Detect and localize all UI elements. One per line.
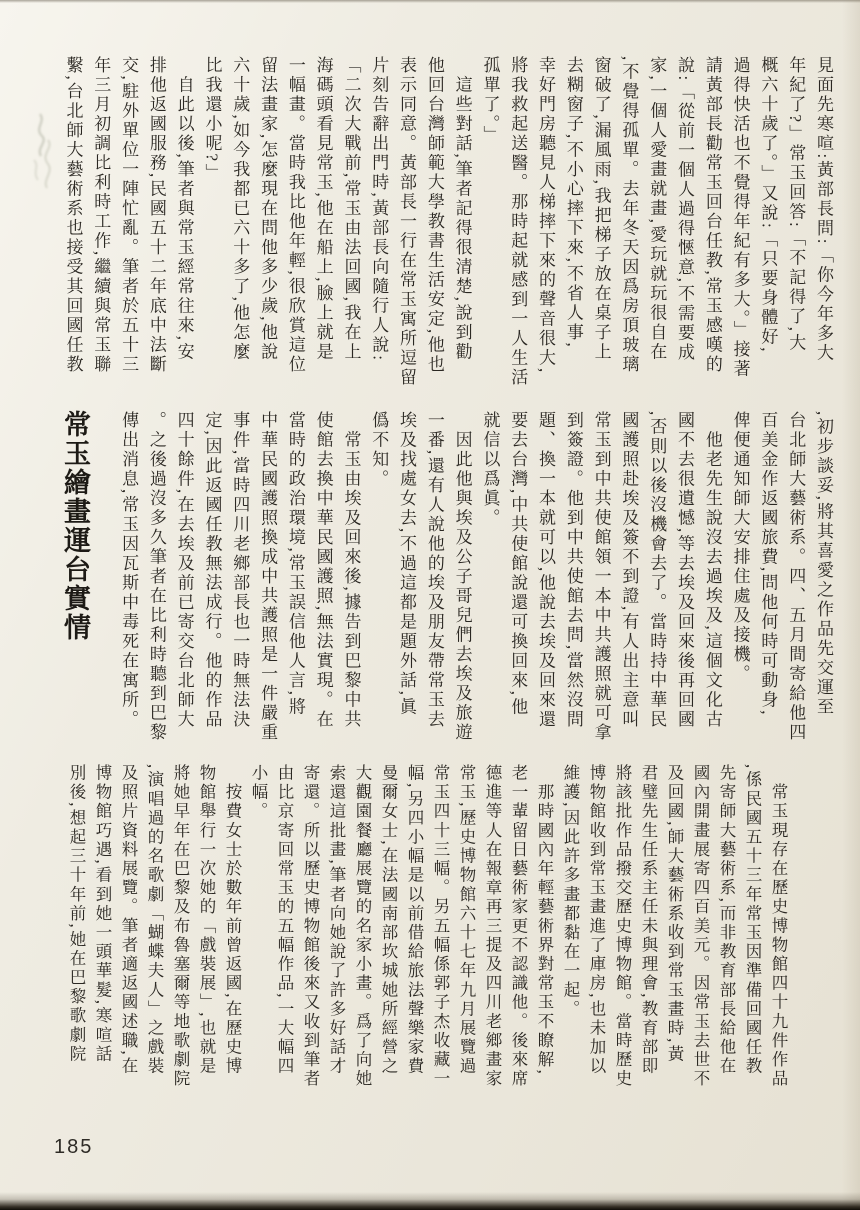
text-column: 小幅。 bbox=[249, 764, 268, 822]
text-column: 孤單了。」 bbox=[480, 56, 500, 145]
text-column: 四十餘件,在去埃及前已寄交台北師大 bbox=[174, 411, 194, 730]
text-column: 年紀了?」常玉回答:「不記得了,大 bbox=[786, 56, 806, 354]
text-column: 就信以爲眞。 bbox=[480, 411, 500, 528]
text-column: ,不覺得孤單。去年冬天因爲房頂玻璃 bbox=[619, 56, 639, 375]
text-column: 君璧先生任系主任未與理會,教育部即 bbox=[639, 764, 658, 1077]
text-column: 先寄師大藝術系,而非教育部長給他在 bbox=[717, 764, 736, 1077]
text-column: 常玉,歷史博物館六十七年九月展覽過 bbox=[457, 764, 476, 1077]
text-column: 比我還小呢?」 bbox=[202, 56, 222, 184]
section-heading: 常玉繪畫運台實情 bbox=[60, 410, 90, 642]
text-column: 去糊窗子,不小心摔下來,不省人事, bbox=[563, 56, 583, 350]
text-column: 博物館巧遇,看到她一頭華髮,寒喧話 bbox=[93, 764, 112, 1064]
text-column: ,演唱過的名歌劇「蝴蝶夫人」之戲裝 bbox=[145, 764, 164, 1077]
text-column: 見面先寒喧:黃部長問:「你今年多大 bbox=[814, 56, 833, 363]
text-column: 中華民國護照換成中共護照是一件嚴重 bbox=[258, 411, 278, 743]
text-column: 自此以後,筆者與常玉經常往來,安 bbox=[174, 56, 194, 362]
text-column: 一番,還有人說他的埃及朋友帶常玉去 bbox=[424, 411, 444, 730]
page-right-edge-shadow bbox=[842, 0, 860, 1210]
text-column: 家,一個人愛畫就畫,愛玩就玩很自在 bbox=[647, 56, 667, 362]
text-column: 事件,當時四川老鄉部長也一時無法決 bbox=[230, 411, 250, 730]
text-column: 常玉由埃及回來後,據告到巴黎中共 bbox=[341, 411, 361, 730]
text-column: 一幅畫。當時我比他年輕,很欣賞這位 bbox=[285, 56, 305, 375]
text-block-bottom bbox=[62, 764, 790, 1096]
text-column: 國護照赴埃及簽不到證,有人出主意叫 bbox=[619, 411, 639, 730]
text-column: 他回台灣師範大學教書生活安定,他也 bbox=[424, 56, 444, 375]
text-column: 國內開畫展寄四百美元。因常玉去世不 bbox=[691, 764, 710, 1089]
text-column: 大觀園餐廳展覽的名家小畫。爲了向她 bbox=[353, 764, 372, 1089]
text-column: 海碼頭看見常玉,他在船上,臉上就是 bbox=[313, 56, 333, 362]
text-column: 他老先生說沒去過埃及,這個文化古 bbox=[702, 411, 722, 730]
text-column: 表示同意。黃部長一行在常玉寓所逗留 bbox=[397, 56, 417, 388]
text-column: 要去台灣,中共使館說還可換回來,他 bbox=[508, 411, 528, 717]
page-bottom-edge-shadow bbox=[0, 1192, 860, 1210]
text-column: 俾便通知師大安排住處及接機。 bbox=[730, 411, 750, 684]
text-block-middle bbox=[113, 411, 836, 745]
text-column: 題、換一本就可以,他說去埃及回來還 bbox=[536, 411, 556, 730]
text-column: 按費女士於數年前曾返國,在歷史博 bbox=[223, 764, 242, 1077]
text-column: 窗破了,漏風雨,我把梯子放在桌子上 bbox=[591, 56, 611, 362]
text-column: 幸好門房聽見人梯摔下來的聲音很大, bbox=[536, 56, 556, 375]
text-column: 台北師大藝術系。四、五月間寄給他四 bbox=[786, 411, 806, 743]
text-column: 索還這批畫,筆者向她說了許多好話才 bbox=[327, 764, 346, 1077]
text-column: 常玉到中共使館領一本中共護照就可拿 bbox=[591, 411, 611, 743]
text-column: 僞不知。 bbox=[369, 411, 389, 489]
text-column: 埃及找處女去,不過這都是題外話,眞 bbox=[397, 411, 417, 717]
text-column: 維護,因此許多畫都黏在一起。 bbox=[561, 764, 580, 1020]
text-column: 老一輩留日藝術家更不認識他。後來席 bbox=[509, 764, 528, 1089]
text-column: 傳出消息,常玉因瓦斯中毒死在寓所。 bbox=[119, 411, 139, 730]
text-column: 過得快活也不覺得年紀有多大。」接著 bbox=[730, 56, 750, 379]
text-column: 「二次大戰前,常玉由法回國,我在上 bbox=[341, 56, 361, 362]
text-column: 常玉現存在歷史博物館四十九件作品 bbox=[769, 764, 788, 1089]
text-column: 留法畫家,怎麼現在問他多少歲,他說 bbox=[258, 56, 278, 362]
text-column: 幅,另四小幅是以前借給旅法聲樂家費 bbox=[405, 764, 424, 1077]
text-column: 說:「從前一個人過得愜意,不需要成 bbox=[675, 56, 695, 363]
text-column: ,係民國五十三年常玉因準備回國任教 bbox=[743, 764, 762, 1077]
text-column: 常玉四十三幅。另五幅係郭子杰收藏一 bbox=[431, 764, 450, 1089]
text-column: 繫,台北師大藝術系也接受其回國任教 bbox=[63, 56, 83, 375]
text-column: 曼爾女士,在法國南部坎城她所經營之 bbox=[379, 764, 398, 1077]
text-column: 請黃部長勸常玉回台任教,常玉感嘆的 bbox=[702, 56, 722, 375]
text-column: 概六十歲了。」又說:「只要身體好, bbox=[758, 56, 778, 354]
text-column: 交,駐外單位一陣忙亂。筆者於五十三 bbox=[119, 56, 139, 375]
text-column: ,初步談妥,將其喜愛之作品先交運至 bbox=[814, 411, 833, 717]
text-block-top bbox=[58, 56, 836, 390]
text-column: 這些對話,筆者記得很清楚,說到勸 bbox=[452, 56, 472, 362]
text-column: 年三月初調比利時工作,繼續與常玉聯 bbox=[91, 56, 111, 375]
text-column: 博物館收到常玉畫進了庫房,也未加以 bbox=[587, 764, 606, 1077]
text-column: ,否則以後沒機會去了。當時持中華民 bbox=[647, 411, 667, 730]
text-column: 使館去換中華民國護照,無法實現。在 bbox=[313, 411, 333, 730]
text-column: 將我救起送醫。那時起就感到一人生活 bbox=[508, 56, 528, 388]
text-column: 到簽證。他到中共使館去問,當然沒問 bbox=[563, 411, 583, 730]
text-column: 物館舉行一次她的「戲裝展」,也就是 bbox=[197, 764, 216, 1077]
text-column: 六十歲,如今我都已六十多了,他怎麼 bbox=[230, 56, 250, 362]
text-column: 別後,想起三十年前,她在巴黎歌劇院 bbox=[67, 764, 86, 1064]
text-column: 將她早年在巴黎及布魯塞爾等地歌劇院 bbox=[171, 764, 190, 1089]
text-column: 排他返國服務,民國五十二年底中法斷 bbox=[146, 56, 166, 375]
text-column: 國不去很遺憾,等去埃及回來後再回國 bbox=[675, 411, 695, 730]
text-column: 定,因此返國任教無法成行。他的作品 bbox=[202, 411, 222, 730]
text-column: 百美金作返國旅費,問他何時可動身, bbox=[758, 411, 778, 717]
text-column: 及回國,師大藝術系收到常玉畫時,黃 bbox=[665, 764, 684, 1064]
text-column: 由比京寄回常玉的五幅作品,一大幅四 bbox=[275, 764, 294, 1077]
text-column: 及照片資料展覽。筆者適返國述職,在 bbox=[119, 764, 138, 1077]
text-column: 片刻告辭出門時,黃部長向隨行人說: bbox=[369, 56, 389, 363]
text-column: 當時的政治環境,常玉誤信他人言,將 bbox=[285, 411, 305, 717]
text-column: 那時國內年輕藝術界對常玉不瞭解, bbox=[535, 764, 554, 1077]
text-column: 德進等人在報章再三提及四川老鄉畫家 bbox=[483, 764, 502, 1089]
text-column: 。之後過沒多久筆者在比利時聽到巴黎 bbox=[146, 411, 166, 743]
page-number: 185 bbox=[54, 1136, 94, 1158]
page-top-edge-shadow bbox=[0, 0, 860, 3]
text-column: 因此他與埃及公子哥兒們去埃及旅遊 bbox=[452, 411, 472, 743]
text-column: 寄還。所以歷史博物館後來又收到筆者 bbox=[301, 764, 320, 1089]
text-column: 將該批作品撥交歷史博物館。當時歷史 bbox=[613, 764, 632, 1089]
